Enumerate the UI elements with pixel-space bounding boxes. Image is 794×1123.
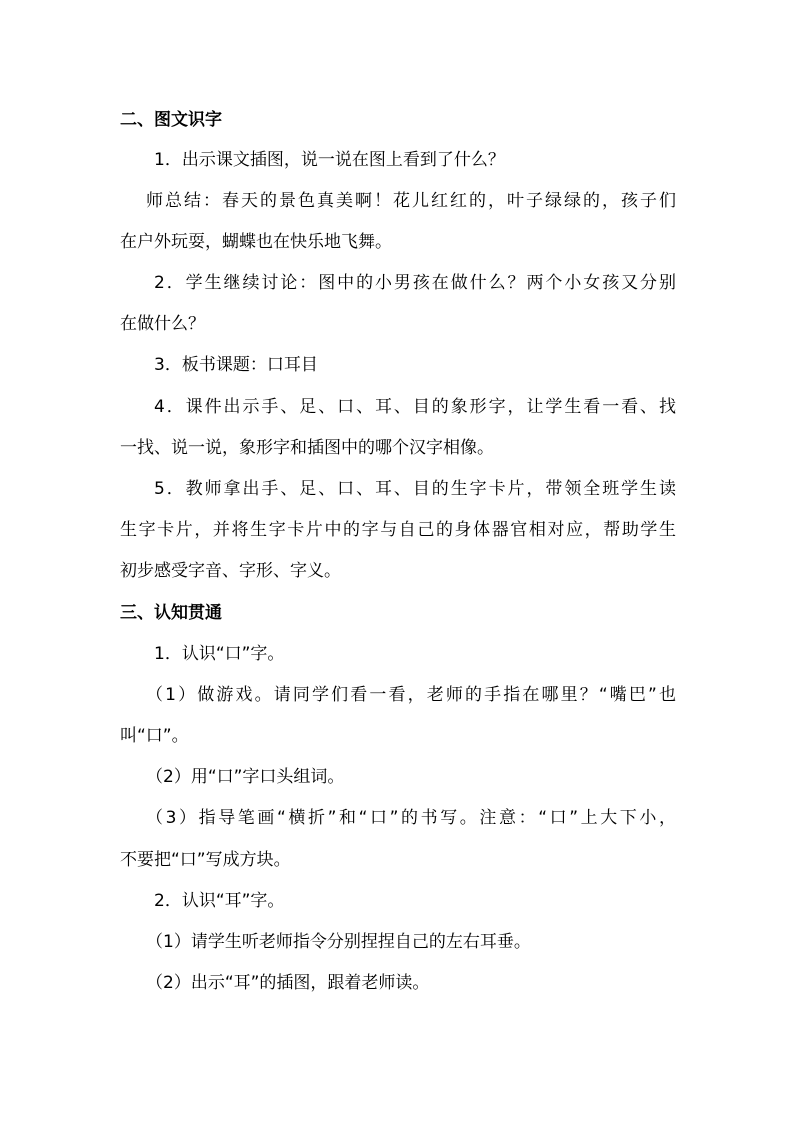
paragraph-line: （1）做游戏。请同学们看一看，老师的手指在哪里？“嘴巴”也 xyxy=(146,685,676,705)
paragraph-line: 师总结：春天的景色真美啊！花儿红红的，叶子绿绿的，孩子们 xyxy=(146,191,676,211)
paragraph-line: 5．教师拿出手、足、口、耳、目的生字卡片，带领全班学生读 xyxy=(154,479,676,499)
section-heading-3: 三、认知贯通 xyxy=(120,603,222,623)
paragraph-line: 4．课件出示手、足、口、耳、目的象形字，让学生看一看、找 xyxy=(154,397,676,417)
section-heading-2: 二、图文识字 xyxy=(120,110,222,130)
paragraph-line: （2）出示“耳”的插图，跟着老师读。 xyxy=(146,973,430,993)
paragraph-line: 1．出示课文插图，说一说在图上看到了什么？ xyxy=(154,150,505,170)
paragraph-line: 1．认识“口”字。 xyxy=(154,644,285,664)
paragraph-line: 在户外玩耍，蝴蝶也在快乐地飞舞。 xyxy=(120,232,392,252)
paragraph-line: 初步感受字音、字形、字义。 xyxy=(120,561,341,581)
paragraph-line: 生字卡片，并将生字卡片中的字与自己的身体器官相对应，帮助学生 xyxy=(120,520,676,540)
paragraph-line: 一找、说一说，象形字和插图中的哪个汉字相像。 xyxy=(120,438,494,458)
paragraph-line: 不要把“口”写成方块。 xyxy=(120,850,291,870)
paragraph-line: （3）指导笔画“横折”和“口”的书写。注意：“口”上大下小， xyxy=(146,808,676,828)
paragraph-line: 在做什么？ xyxy=(120,314,205,334)
paragraph-line: 2．学生继续讨论：图中的小男孩在做什么？两个小女孩又分别 xyxy=(154,273,676,293)
paragraph-line: 3．板书课题：口耳目 xyxy=(154,355,318,375)
paragraph-line: 2．认识“耳”字。 xyxy=(154,891,285,911)
paragraph-line: （1）请学生听老师指令分别捏捏自己的左右耳垂。 xyxy=(146,932,531,952)
paragraph-line: 叫“口”。 xyxy=(120,726,189,746)
paragraph-line: （2）用“口”字口头组词。 xyxy=(146,767,345,787)
